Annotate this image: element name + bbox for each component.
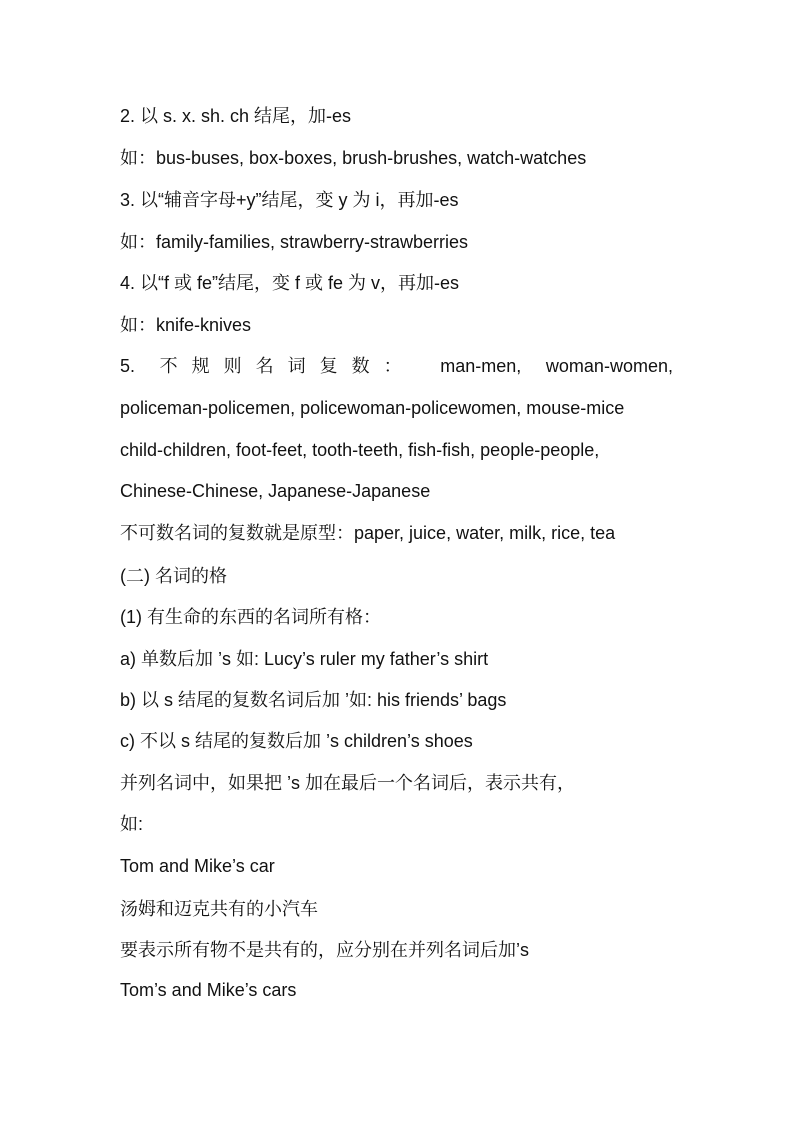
rule-3-examples: 如：family-families, strawberry-strawberries <box>120 232 469 252</box>
rule-5-example-woman: woman-women, <box>545 356 673 376</box>
rule-4-f-fe: 4. 以“f 或 fe”结尾，变 f 或 fe 为 v，再加-es <box>120 273 460 293</box>
irregular-plurals-line-2: policeman-policemen, policewoman-policewomen, mouse-mice <box>120 398 625 418</box>
rule-5-example-man: man-men, <box>440 356 522 376</box>
rule-3-consonant-y: 3. 以“辅音字母+y”结尾，变 y 为 i，再加-es <box>120 190 459 210</box>
rule-2-es-after-s-x-sh-ch: 2. 以 s. x. sh. ch 结尾，加-es <box>120 106 352 126</box>
irregular-plurals-line-4: Chinese-Chinese, Japanese-Japanese <box>120 481 431 501</box>
separate-possession-rule: 要表示所有物不是共有的，应分别在并列名词后加’s <box>120 940 529 960</box>
possessive-rule-b: b) 以 s 结尾的复数名词后加 ’如: his friends’ bags <box>120 690 507 710</box>
rule-4-examples: 如：knife-knives <box>120 315 252 335</box>
possessive-rule-c: c) 不以 s 结尾的复数后加 ’s children’s shoes <box>120 731 473 751</box>
joint-possession-example: Tom and Mike’s car <box>120 856 275 876</box>
possessive-rule-a: a) 单数后加 ’s 如: Lucy’s ruler my father’s shirt <box>120 649 489 669</box>
uncountable-nouns-note: 不可数名词的复数就是原型：paper, juice, water, milk, rice, tea <box>120 523 616 543</box>
irregular-plurals-line-3: child-children, foot-feet, tooth-teeth, fish-fish, people-people, <box>120 440 600 460</box>
rule-5-number: 5. <box>120 356 136 376</box>
rule-5-irregular-plurals <box>120 354 673 378</box>
possessive-heading: (1) 有生命的东西的名词所有格： <box>120 607 381 627</box>
rule-2-examples: 如：bus-buses, box-boxes, brush-brushes, watch-watches <box>120 148 587 168</box>
joint-possession-example-label: 如: <box>120 814 144 834</box>
joint-possession-rule: 并列名词中，如果把 ’s 加在最后一个名词后，表示共有， <box>120 773 575 793</box>
section-heading-noun-case: (二) 名词的格 <box>120 566 227 586</box>
joint-possession-translation: 汤姆和迈克共有的小汽车 <box>120 899 318 919</box>
rule-5-label: 不规则名词复数： <box>159 356 416 376</box>
separate-possession-example: Tom’s and Mike’s cars <box>120 980 297 1000</box>
